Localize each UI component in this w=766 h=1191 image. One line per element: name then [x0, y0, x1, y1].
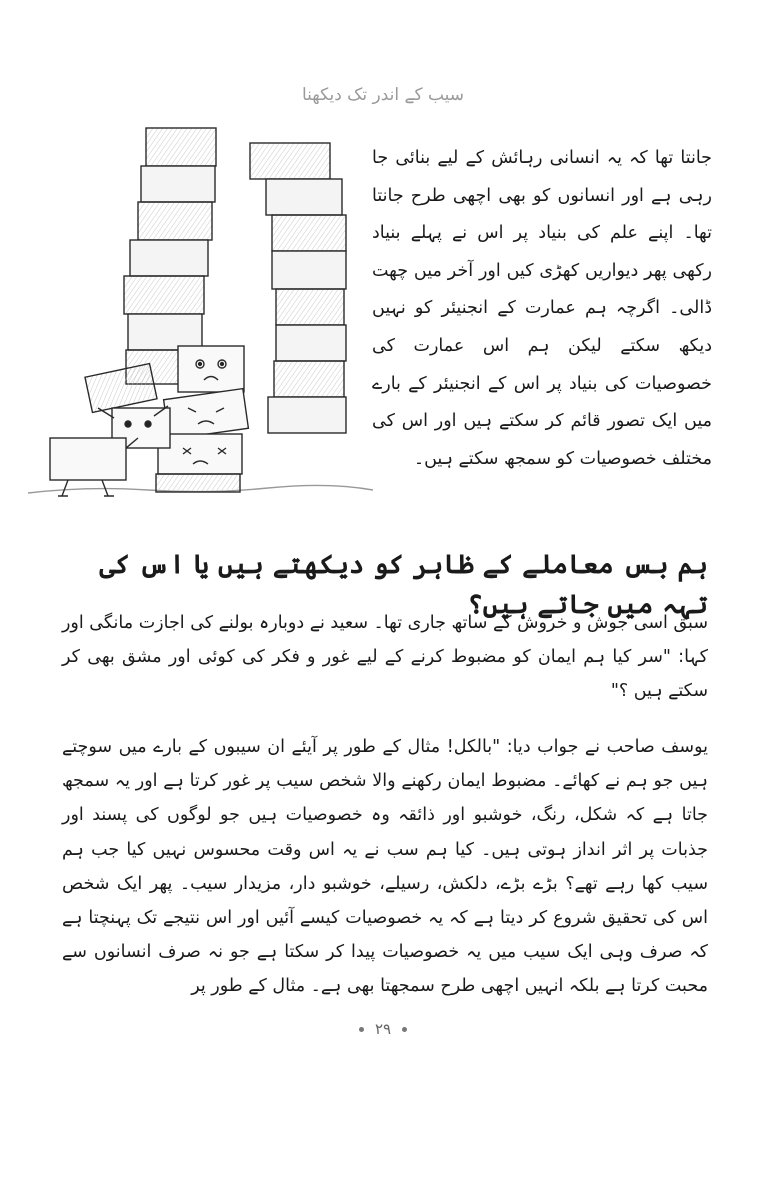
intro-paragraph: جانتا تھا کہ یہ انسانی رہائش کے لیے بنائی جا رہی ہے اور انسانوں کو بھی اچھی طرح جانتا تھا۔ اپنے علم کی بنیاد پر اس نے پہلے بنیاد رکھی پھر دیواریں کھڑی کیں اور آخر میں چھت ڈالی۔ اگرچہ ہم عمارت کے انجنیئر کو نہیں دیکھ سکتے لیکن ہم اس عمارت کی خصوصیات کی بنیاد پر اس کے انجنیئر کے بارے میں ایک تصور قائم کر سکتے ہیں اور اس کی مختلف خصوصیات کو سمجھ سکتے ہیں۔	[372, 148, 712, 469]
page-number	[0, 1020, 766, 1038]
page-number-text: ۲۹	[374, 1020, 392, 1038]
running-head: سیب کے اندر تک دیکھنا	[301, 85, 465, 105]
section-heading: ہم بس معاملے کے ظاہر کو دیکھتے ہیں یا اس کی تہہ میں جاتے ہیں؟	[99, 550, 708, 620]
dot-ornament-icon	[402, 1027, 407, 1032]
bricks-illustration	[28, 118, 373, 508]
dot-ornament-icon	[359, 1027, 364, 1032]
body-paragraph-2: یوسف صاحب نے جواب دیا: "بالکل! مثال کے طور پر آیئے ان سیبوں کے بارے میں سوچتے ہیں جو ہم نے کھائے۔ مضبوط ایمان رکھنے والا شخص سیب پر غور کرتا ہے اور یہ سمجھ جاتا ہے کہ شکل، رنگ، خوشبو اور ذائقہ وہ خصوصیات ہیں جو لوگوں کی پسند اور جذبات پر اثر انداز ہوتی ہیں۔ کیا ہم سب نے یہ اس وقت محسوس نہیں کیا جب ہم سیب کھا رہے تھے؟ بڑے بڑے، دلکش، رسیلے، خوشبو دار، مزیدار سیب۔ پھر ایک شخص اس کی تحقیق شروع کر دیتا ہے کہ یہ خصوصیات کیسے آئیں اور اس نتیجے تک پہنچتا ہے کہ صرف وہی ایک سیب میں یہ خصوصیات پیدا کر سکتا ہے جو نہ صرف انسانوں سے محبت کرتا ہے بلکہ انہیں اچھی طرح سمجھتا بھی ہے۔ مثال کے طور پر	[62, 737, 708, 997]
stacked-bricks-cartoon-illustration-icon	[28, 118, 373, 508]
body-paragraph-1: سبق اسی جوش و خروش کے ساتھ جاری تھا۔ سعید نے دوبارہ بولنے کی اجازت مانگی اور کہا: "سر کیا ہم ایمان کو مضبوط کرنے کے لیے غور و فکر کی کوئی اور مشق بھی کر سکتے ہیں ؟"	[61, 613, 708, 701]
